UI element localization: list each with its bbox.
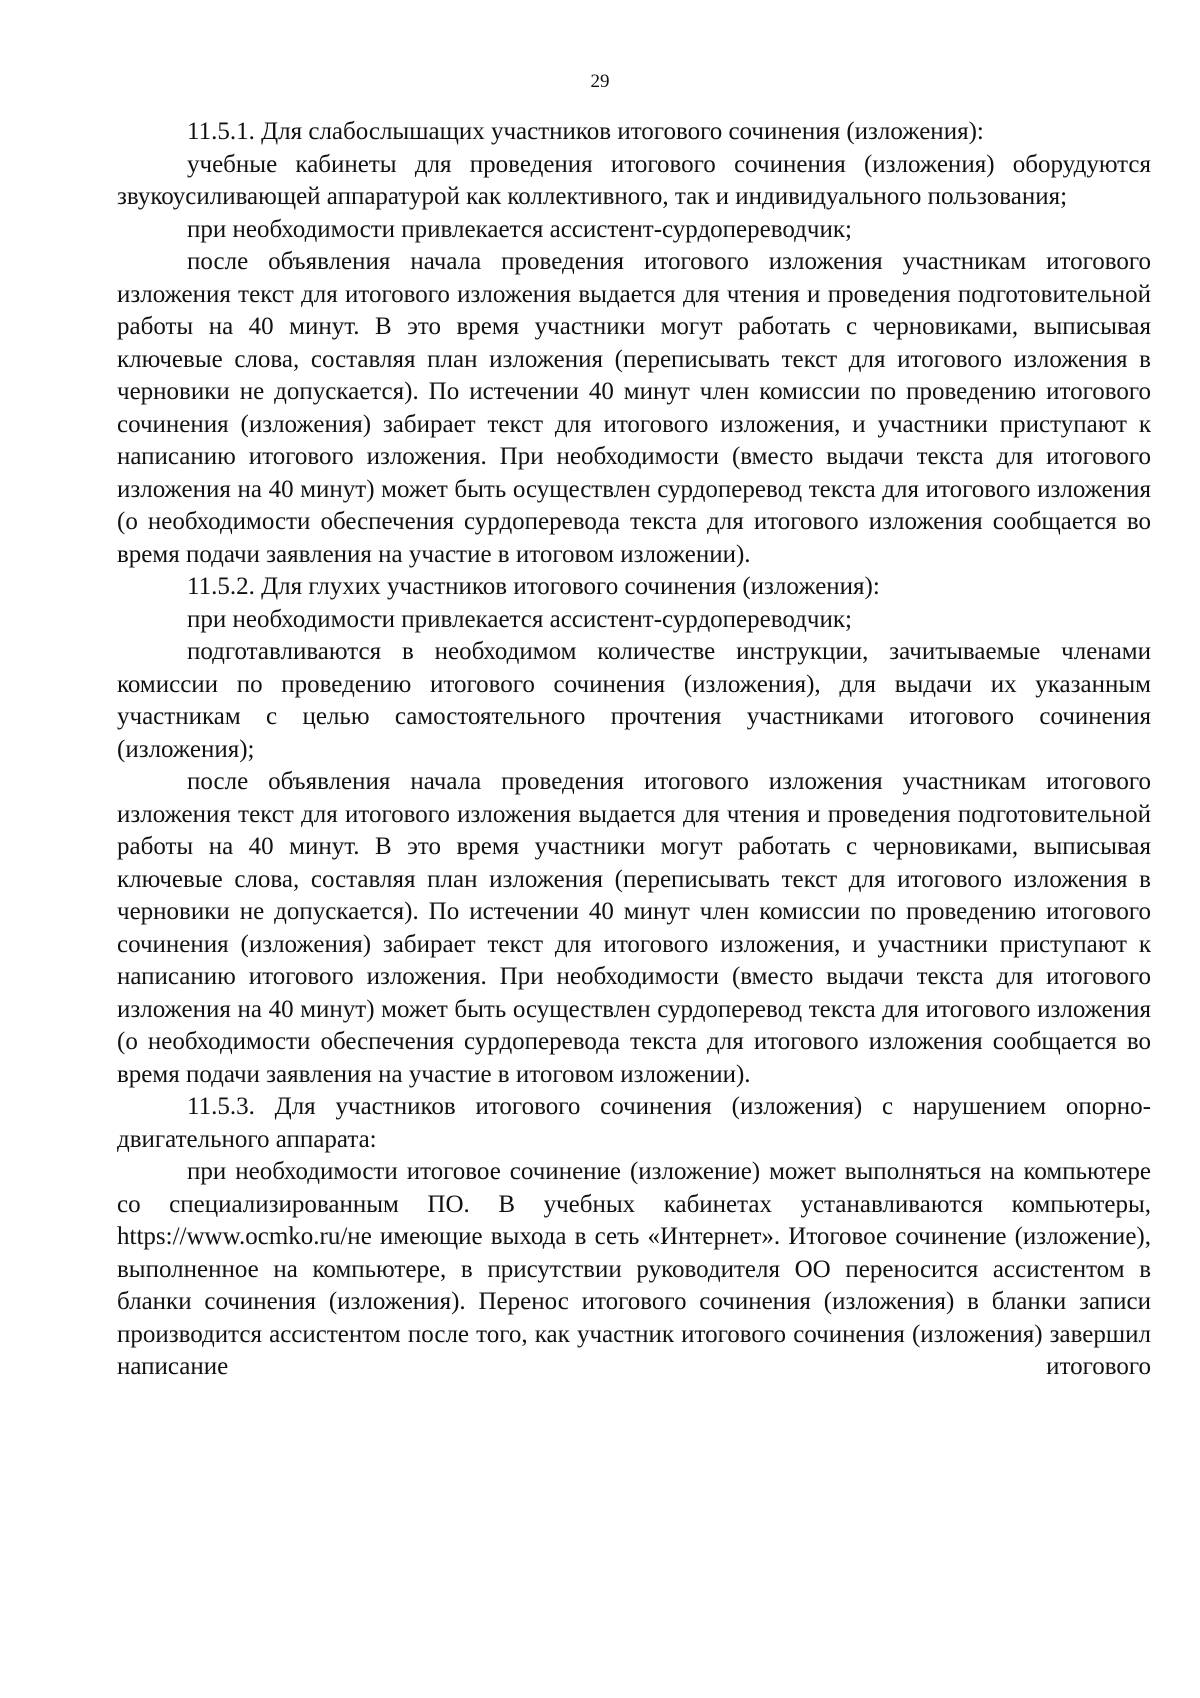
- paragraph-exposition-procedure: после объявления начала проведения итогового изложения участникам итогового изложения текст для итогового изложения выдается для чтения и проведения подготовительной работы на 40 минут. В это время участники могут работать с черновиками, выписывая ключевые слова, составляя план изложения (переписывать текст для итогового изложения в черновики не допускается). По истечении 40 минут член комиссии по проведению итогового сочинения (изложения) забирает текст для итогового изложения, и участники приступают к написанию итогового изложения. При необходимости (вместо выдачи текста для итогового изложения на 40 минут) может быть осуществлен сурдоперевод текста для итогового изложения (о необходимости обеспечения сурдоперевода текста для итогового изложения сообщается во время подачи заявления на участие в итоговом изложении).: [117, 768, 1151, 1088]
- document-body: [117, 116, 1151, 1384]
- paragraph-exposition-procedure: после объявления начала проведения итогового изложения участникам итогового изложения текст для итогового изложения выдается для чтения и проведения подготовительной работы на 40 минут. В это время участники могут работать с черновиками, выписывая ключевые слова, составляя план изложения (переписывать текст для итогового изложения в черновики не допускается). По истечении 40 минут член комиссии по проведению итогового сочинения (изложения) забирает текст для итогового изложения, и участники приступают к написанию итогового изложения. При необходимости (вместо выдачи текста для итогового изложения на 40 минут) может быть осуществлен сурдоперевод текста для итогового изложения (о необходимости обеспечения сурдоперевода текста для итогового изложения сообщается во время подачи заявления на участие в итоговом изложении).: [117, 248, 1151, 568]
- paragraph-sign-interpreter: при необходимости привлекается ассистент-сурдопереводчик;: [187, 605, 852, 633]
- paragraph-sign-interpreter: при необходимости привлекается ассистент-сурдопереводчик;: [187, 215, 852, 243]
- page-number: 29: [590, 71, 610, 92]
- paragraph-classrooms-equipment: учебные кабинеты для проведения итогового сочинения (изложения) оборудуются звукоусиливающей аппаратурой как коллективного, так и индивидуального пользования;: [117, 150, 1151, 210]
- section-heading-11-5-2: 11.5.2. Для глухих участников итогового сочинения (изложения):: [187, 573, 880, 600]
- paragraph-computer-use: при необходимости итоговое сочинение (изложение) может выполняться на компьютере со специализированным ПО. В учебных кабинетах устанавливаются компьютеры, https://www.ocmko.ru/не имеющие выхода в сеть «Интернет». Итоговое сочинение (изложение), выполненное на компьютере, в присутствии руководителя ОО переносится ассистентом в бланки сочинения (изложения). Перенос итогового сочинения (изложения) в бланки записи производится ассистентом после того, как участник итогового сочинения (изложения) завершил написание итогового: [117, 1158, 1151, 1380]
- section-heading-11-5-1: 11.5.1. Для слабослышащих участников итогового сочинения (изложения):: [187, 118, 984, 145]
- paragraph-instructions: подготавливаются в необходимом количестве инструкции, зачитываемые членами комиссии по проведению итогового сочинения (изложения), для выдачи их указанным участникам с целью самостоятельного прочтения участниками итогового сочинения (изложения);: [117, 638, 1151, 763]
- section-heading-11-5-3: 11.5.3. Для участников итогового сочинения (изложения) с нарушением опорно-двигательного аппарата:: [117, 1093, 1151, 1153]
